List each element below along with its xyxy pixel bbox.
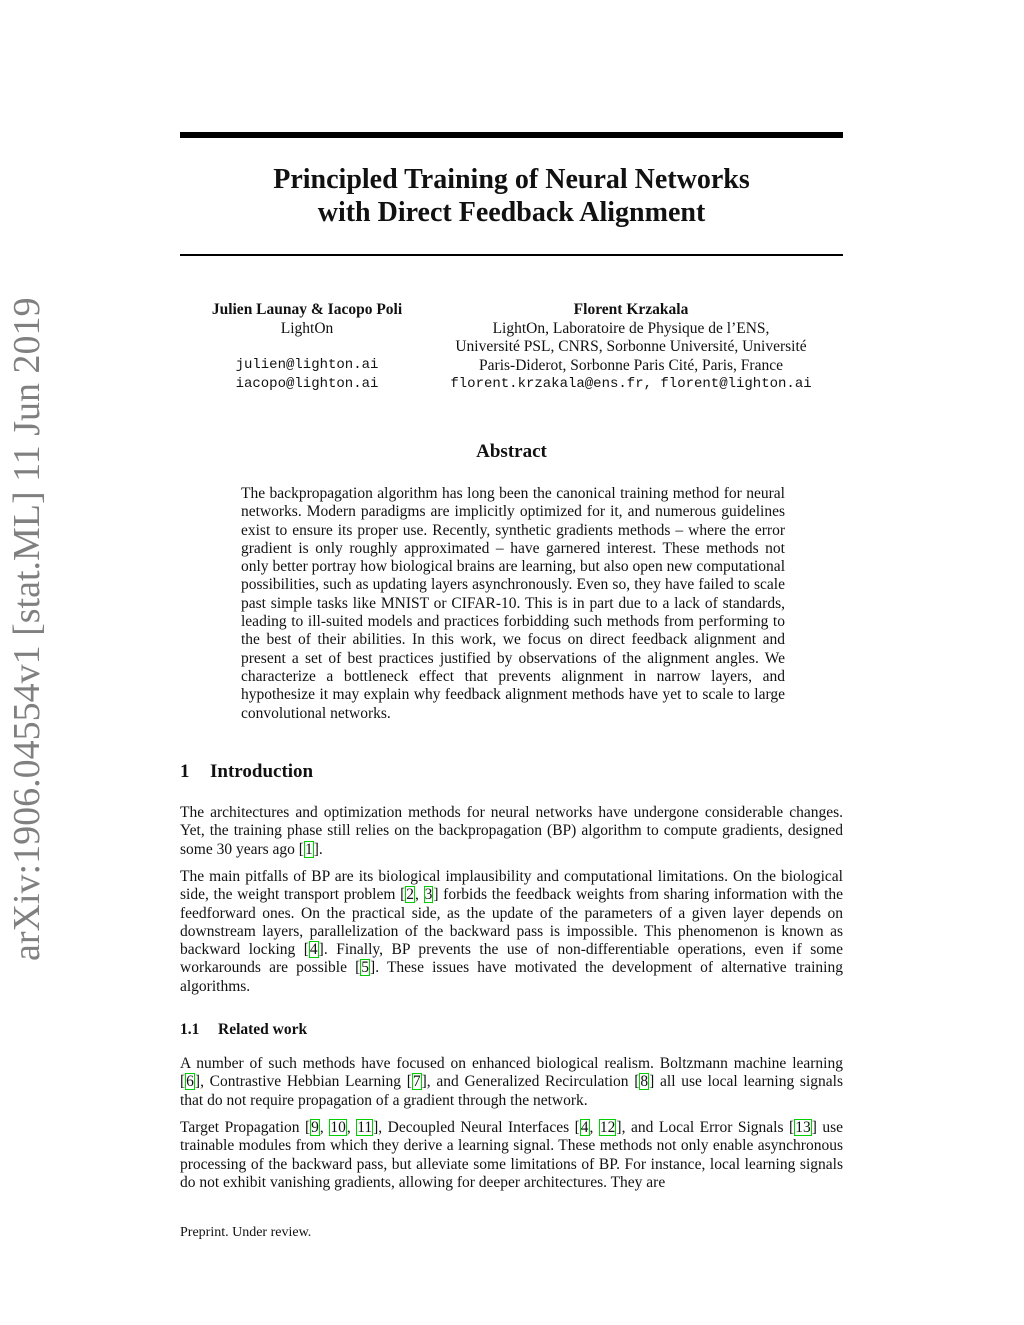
title-rule-bottom [180, 254, 843, 256]
intro-paragraph-1: The architectures and optimization methods for neural networks have undergone considerable changes. Yet, the training phase still relies on the backpropagation (BP) algorithm to compute gradients, designed some 30 years ago [1]. [180, 804, 843, 858]
citation-link[interactable]: 12 [599, 1119, 616, 1136]
title-line-1: Principled Training of Neural Networks [273, 164, 750, 195]
section-title: Introduction [210, 761, 314, 782]
citation-link[interactable]: 3 [424, 886, 433, 904]
title-rule-top [180, 132, 843, 138]
paper-title [180, 163, 843, 229]
section-title: Related work [218, 1021, 308, 1038]
title-line-2: with Direct Feedback Alignment [317, 197, 706, 228]
author-block-1 [196, 301, 418, 393]
abstract-text: The backpropagation algorithm has long been the canonical training method for neural networks. Modern paradigms are implicitly optimized for it, and numerous guidelines exist to ensure its proper use. Recently, synthetic gradients methods – where the error gradient is only roughly approximated – have garnered interest. These methods not only better portray how biological brains are learning, but also open new computational possibilities, such as updating layers asynchronously. Even so, they have failed to scale past simple tasks like MNIST or CIFAR-10. This is in part due to a lack of standards, leading to ill-suited models and practices forbidding such methods from performing to the best of their abilities. In this work, we focus on direct feedback alignment and present a set of best practices justified by observations of the alignment angles. We characterize a bottleneck effect that prevents alignment in narrow layers, and hypothesize it may explain why feedback alignment methods have yet to scale to large convolutional networks. [241, 485, 785, 722]
section-number: 1 [180, 761, 190, 782]
citation-link[interactable]: 4 [580, 1119, 589, 1136]
arxiv-side-stamp: arXiv:1906.04554v1 [stat.ML] 11 Jun 2019 [6, 297, 48, 961]
citation-link[interactable]: 7 [412, 1073, 421, 1091]
citation-link[interactable]: 8 [640, 1073, 649, 1091]
abstract-heading: Abstract [476, 441, 547, 462]
author-affiliation: Université PSL, CNRS, Sorbonne Université, Université [455, 338, 807, 355]
citation-link[interactable]: 10 [330, 1119, 346, 1136]
related-paragraph-2: Target Propagation [9, 10, 11], Decoupled Neural Interfaces [4, 12], and Local Error Signals [13] use trainable modules from which they derive a learning signal. These methods not only enable asynchronous processing of the backward pass, but alleviate some limitations of BP. For instance, local learning signals do not exhibit vanishing gradients, allowing for deeper architectures. They are [180, 1119, 844, 1191]
citation-link[interactable]: 1 [304, 840, 313, 858]
citation-link[interactable]: 9 [311, 1119, 319, 1136]
author-affiliation: Paris-Diderot, Sorbonne Paris Cité, Paris, France [479, 356, 783, 374]
footer-note: Preprint. Under review. [180, 1225, 312, 1240]
author-email[interactable]: julien@lighton.ai [235, 357, 379, 373]
citation-link[interactable]: 11 [357, 1119, 373, 1136]
citation-link[interactable]: 4 [309, 941, 318, 959]
author-email[interactable]: florent.krzakala@ens.fr, florent@lighton.ai [450, 376, 812, 392]
author-email[interactable]: iacopo@lighton.ai [235, 375, 379, 392]
author-name: Florent Krzakala [573, 301, 689, 318]
citation-link[interactable]: 6 [186, 1073, 194, 1091]
citation-link[interactable]: 5 [361, 959, 370, 977]
author-name: Julien Launay & Iacopo Poli [211, 301, 403, 318]
citation-link[interactable]: 2 [406, 886, 415, 904]
section-heading-related-work [180, 1021, 307, 1039]
section-heading-introduction [180, 761, 313, 783]
author-affiliation: LightOn [280, 319, 334, 337]
author-affiliation: LightOn, Laboratoire de Physique de l’ENS, [492, 319, 770, 337]
author-block-2 [420, 301, 842, 394]
related-paragraph-1: A number of such methods have focused on enhanced biological realism. Boltzmann machine learning [6], Contrastive Hebbian Learning [7], and Generalized Recirculation [8] all use local learning signals that do not require propagation of a gradient through the network. [180, 1055, 843, 1109]
citation-link[interactable]: 13 [795, 1119, 811, 1136]
section-number: 1.1 [180, 1021, 200, 1038]
intro-paragraph-2: The main pitfalls of BP are its biological implausibility and computational limitations. On the biological side, the weight transport problem [2, 3] forbids the feedback weights from sharing information with the feedforward ones. On the practical side, as the update of the parameters of a given layer depends on downstream layers, parallelization of the backward pass is impossible. This phenomenon is known as backward locking [4]. Finally, BP prevents the use of non-differentiable operations, even if some workarounds are possible [5]. These issues have motivated the development of alternative training algorithms. [180, 868, 844, 995]
